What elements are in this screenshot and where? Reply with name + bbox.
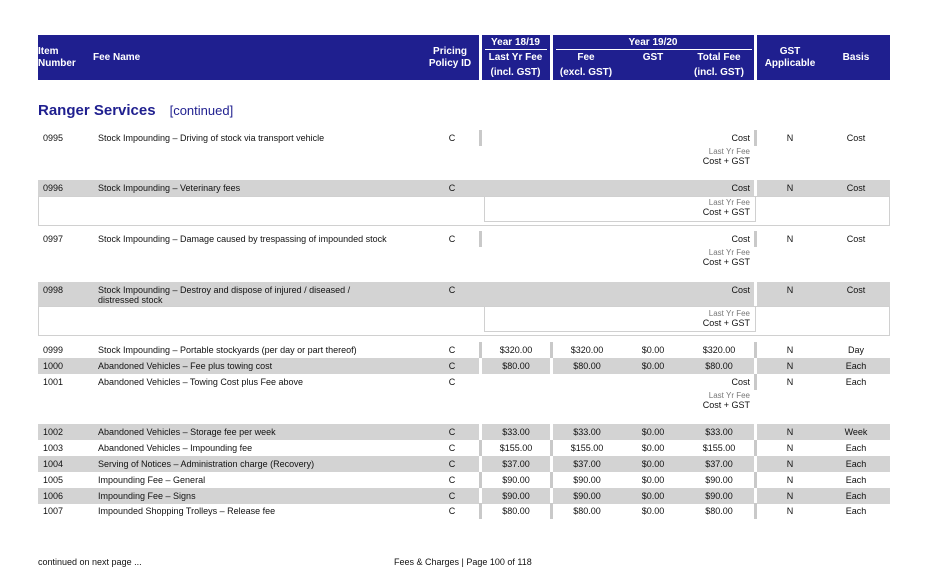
- last-yr-fee-panel: [38, 306, 890, 336]
- total-fee: Cost: [731, 133, 750, 143]
- gst-amount: $0.00: [641, 506, 665, 516]
- gst-applicable: N: [786, 133, 794, 143]
- fee-excl-gst: $33.00: [573, 427, 601, 437]
- total-fee: $37.00: [705, 459, 733, 469]
- basis: Each: [845, 459, 867, 469]
- column-tick: [550, 472, 553, 488]
- last-yr-fee-value: Cost + GST: [702, 257, 750, 267]
- fee-excl-gst: $320.00: [570, 345, 604, 355]
- column-gap: [479, 456, 482, 472]
- gst-applicable: N: [786, 506, 794, 516]
- item-number: 1000: [43, 361, 64, 371]
- column-tick: [754, 130, 757, 146]
- pricing-policy: C: [448, 183, 456, 193]
- col-fee-excl-gst: (excl. GST): [559, 67, 613, 78]
- item-number: 0998: [43, 285, 64, 295]
- last-yr-fee: $320.00: [499, 345, 533, 355]
- col-gst-applicable: GST Applicable: [764, 46, 816, 69]
- column-tick: [479, 130, 482, 146]
- total-fee: Cost: [731, 234, 750, 244]
- basis: Cost: [846, 285, 866, 295]
- section-title: [38, 102, 233, 119]
- gst-amount: $0.00: [641, 475, 665, 485]
- gst-applicable: N: [786, 234, 794, 244]
- col-total-fee: Total Fee: [697, 52, 741, 63]
- last-yr-fee-value: Cost + GST: [702, 156, 750, 166]
- col-year-1819: Year 18/19: [491, 37, 540, 48]
- fee-excl-gst: $37.00: [573, 459, 601, 469]
- last-yr-fee-note: [638, 198, 750, 217]
- basis: Each: [845, 443, 867, 453]
- basis: Each: [845, 377, 867, 387]
- col-pricing-policy: Pricing Policy ID: [428, 46, 472, 69]
- column-gap: [550, 488, 553, 504]
- basis: Cost: [846, 234, 866, 244]
- pricing-policy: C: [448, 491, 456, 501]
- last-yr-fee-value: Cost + GST: [702, 207, 750, 217]
- gst-amount: $0.00: [641, 361, 665, 371]
- column-gap: [754, 358, 757, 374]
- footer-page-number: Fees & Charges | Page 100 of 118: [394, 557, 532, 567]
- column-tick: [754, 440, 757, 456]
- item-number: 1003: [43, 443, 64, 453]
- column-gap: [550, 456, 553, 472]
- last-yr-fee-label: Last Yr Fee: [708, 248, 750, 257]
- col-gst: GST: [642, 52, 664, 63]
- pricing-policy: C: [448, 345, 456, 355]
- fee-name: Abandoned Vehicles – Storage fee per week: [98, 427, 276, 437]
- last-yr-fee: $33.00: [502, 427, 530, 437]
- basis: Each: [845, 361, 867, 371]
- last-yr-fee-note: [638, 309, 750, 328]
- fee-excl-gst: $80.00: [573, 506, 601, 516]
- gst-amount: $0.00: [641, 427, 665, 437]
- fee-excl-gst: $80.00: [573, 361, 601, 371]
- item-number: 1006: [43, 491, 64, 501]
- pricing-policy: C: [448, 234, 456, 244]
- col-last-yr-incl-gst: (incl. GST): [490, 67, 541, 78]
- column-tick: [479, 503, 482, 519]
- total-fee: $155.00: [702, 443, 736, 453]
- column-gap: [754, 488, 757, 504]
- item-number: 0997: [43, 234, 64, 244]
- basis: Day: [847, 345, 864, 355]
- basis: Each: [845, 491, 867, 501]
- column-tick: [479, 472, 482, 488]
- total-fee: $90.00: [705, 475, 733, 485]
- gst-applicable: N: [786, 345, 794, 355]
- gst-amount: $0.00: [641, 459, 665, 469]
- item-number: 0996: [43, 183, 64, 193]
- col-fee-name: Fee Name: [93, 52, 141, 63]
- header-underline: [556, 49, 752, 50]
- col-item-number: Item Number: [38, 46, 76, 69]
- fee-name-line2: distressed stock: [98, 295, 163, 305]
- header-underline: [485, 49, 547, 50]
- fee-excl-gst: $155.00: [570, 443, 604, 453]
- section-title-text: Ranger Services: [38, 102, 156, 119]
- total-fee: Cost: [731, 377, 750, 387]
- column-tick: [550, 342, 553, 358]
- fee-name-line1: Stock Impounding – Destroy and dispose of injured / diseased /: [98, 285, 351, 295]
- gst-applicable: N: [786, 475, 794, 485]
- last-yr-fee-note: [638, 147, 750, 166]
- column-tick: [754, 374, 757, 390]
- last-yr-fee-value: Cost + GST: [702, 318, 750, 328]
- fee-name: Abandoned Vehicles – Fee plus towing cost: [98, 361, 273, 371]
- last-yr-fee: $80.00: [502, 361, 530, 371]
- column-gap: [479, 488, 482, 504]
- column-gap: [754, 180, 757, 196]
- fee-name: Impounding Fee – Signs: [98, 491, 196, 501]
- pricing-policy: C: [448, 361, 456, 371]
- fee-name: Stock Impounding – Driving of stock via transport vehicle: [98, 133, 325, 143]
- fee-name: Serving of Notices – Administration charge (Recovery): [98, 459, 315, 469]
- basis: Cost: [846, 183, 866, 193]
- column-gap: [479, 424, 482, 440]
- gst-applicable: N: [786, 491, 794, 501]
- fee-name: Impounded Shopping Trolleys – Release fee: [98, 506, 276, 516]
- fee-excl-gst: $90.00: [573, 475, 601, 485]
- basis: Cost: [846, 133, 866, 143]
- column-tick: [479, 342, 482, 358]
- fee-name: Impounding Fee – General: [98, 475, 206, 485]
- fee-name: Stock Impounding – Veterinary fees: [98, 183, 241, 193]
- table-header: [38, 35, 890, 80]
- gst-applicable: N: [786, 361, 794, 371]
- total-fee: $320.00: [702, 345, 736, 355]
- last-yr-fee-label: Last Yr Fee: [708, 309, 750, 318]
- pricing-policy: C: [448, 427, 456, 437]
- gst-amount: $0.00: [641, 443, 665, 453]
- pricing-policy: C: [448, 475, 456, 485]
- column-gap: [479, 358, 482, 374]
- total-fee: $90.00: [705, 491, 733, 501]
- column-tick: [754, 472, 757, 488]
- fee-name: Abandoned Vehicles – Towing Cost plus Fee above: [98, 377, 303, 387]
- section-continued: [continued]: [169, 103, 234, 118]
- column-tick: [550, 440, 553, 456]
- column-gap: [754, 456, 757, 472]
- column-tick: [754, 231, 757, 247]
- total-fee: Cost: [731, 183, 750, 193]
- column-gap: [754, 424, 757, 440]
- last-yr-fee: $37.00: [502, 459, 530, 469]
- fee-excl-gst: $90.00: [573, 491, 601, 501]
- gst-applicable: N: [786, 443, 794, 453]
- col-year-1920: Year 19/20: [628, 37, 678, 48]
- fee-name: Stock Impounding – Damage caused by trespassing of impounded stock: [98, 234, 387, 244]
- column-tick: [550, 503, 553, 519]
- pricing-policy: C: [448, 377, 456, 387]
- last-yr-fee: $90.00: [502, 491, 530, 501]
- gst-applicable: N: [786, 183, 794, 193]
- column-gap: [550, 358, 553, 374]
- last-yr-fee-label: Last Yr Fee: [708, 198, 750, 207]
- col-total-incl-gst: (incl. GST): [694, 67, 744, 78]
- fee-name: Stock Impounding – Portable stockyards (per day or part thereof): [98, 345, 357, 355]
- column-tick: [479, 231, 482, 247]
- total-fee: Cost: [731, 285, 750, 295]
- basis: Each: [845, 506, 867, 516]
- pricing-policy: C: [448, 443, 456, 453]
- gst-amount: $0.00: [641, 491, 665, 501]
- fee-name: Abandoned Vehicles – Impounding fee: [98, 443, 253, 453]
- column-gap: [754, 282, 757, 306]
- item-number: 1002: [43, 427, 64, 437]
- pricing-policy: C: [448, 285, 456, 295]
- gst-amount: $0.00: [641, 345, 665, 355]
- gst-applicable: N: [786, 427, 794, 437]
- last-yr-fee-panel: [38, 196, 890, 226]
- item-number: 0999: [43, 345, 64, 355]
- last-yr-fee-label: Last Yr Fee: [708, 147, 750, 156]
- total-fee: $33.00: [705, 427, 733, 437]
- column-tick: [479, 440, 482, 456]
- footer-continued: continued on next page ...: [38, 557, 142, 567]
- col-basis: Basis: [842, 52, 870, 63]
- last-yr-fee-label: Last Yr Fee: [708, 391, 750, 400]
- last-yr-fee-note: [638, 391, 750, 410]
- column-gap: [550, 424, 553, 440]
- column-tick: [754, 503, 757, 519]
- gst-applicable: N: [786, 459, 794, 469]
- pricing-policy: C: [448, 459, 456, 469]
- last-yr-fee: $90.00: [502, 475, 530, 485]
- header-divider: [754, 35, 757, 80]
- item-number: 0995: [43, 133, 64, 143]
- col-fee: Fee: [577, 52, 595, 63]
- total-fee: $80.00: [705, 361, 733, 371]
- pricing-policy: C: [448, 133, 456, 143]
- col-last-yr-fee: Last Yr Fee: [488, 52, 543, 63]
- total-fee: $80.00: [705, 506, 733, 516]
- last-yr-fee: $80.00: [502, 506, 530, 516]
- basis: Each: [845, 475, 867, 485]
- gst-applicable: N: [786, 285, 794, 295]
- item-number: 1004: [43, 459, 64, 469]
- pricing-policy: C: [448, 506, 456, 516]
- item-number: 1005: [43, 475, 64, 485]
- last-yr-fee-note: [638, 248, 750, 267]
- last-yr-fee-value: Cost + GST: [702, 400, 750, 410]
- item-number: 1001: [43, 377, 64, 387]
- column-tick: [754, 342, 757, 358]
- item-number: 1007: [43, 506, 64, 516]
- basis: Week: [844, 427, 868, 437]
- gst-applicable: N: [786, 377, 794, 387]
- last-yr-fee: $155.00: [499, 443, 533, 453]
